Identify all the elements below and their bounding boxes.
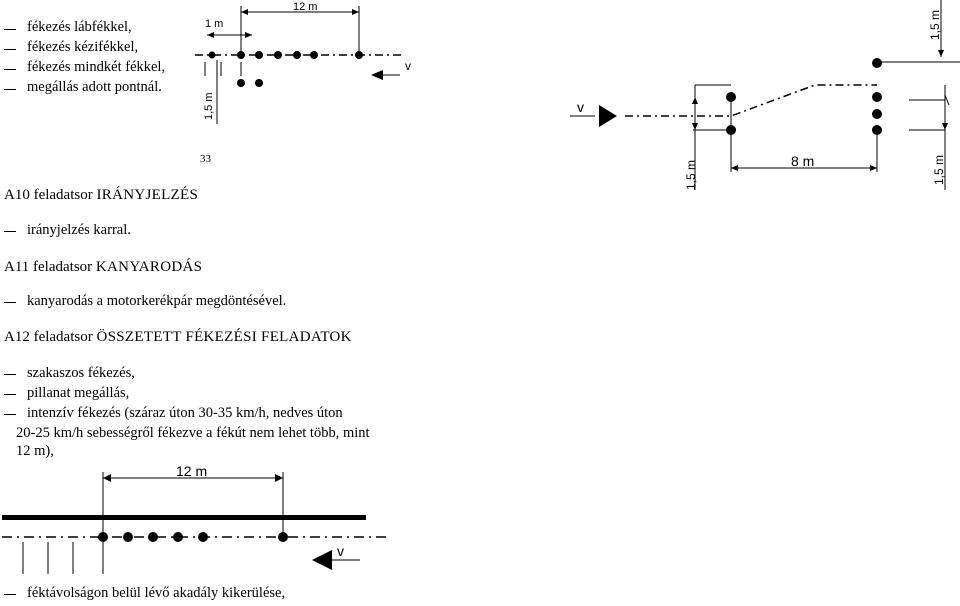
dim-15m-top-label: 1,5 m: [928, 9, 942, 40]
swerve-diagram: [565, 0, 960, 190]
dim-8m-label: 8 m: [791, 153, 815, 169]
v-label: v: [577, 99, 584, 115]
brake-diagram-large: [0, 462, 400, 582]
v-label: v: [405, 59, 411, 73]
dim-15m-label: 1,5 m: [203, 92, 215, 120]
dim-15m-right-label: 1,5 m: [932, 154, 946, 185]
dim-12m-label: 12 m: [176, 463, 208, 479]
list-item-continuation: 12 m),: [16, 443, 54, 459]
page-number: 33: [200, 153, 211, 165]
section-heading-a10: A10 feladatsor IRÁNYJELZÉS: [4, 187, 199, 203]
dim-12m-label: 12 m: [293, 1, 318, 13]
brake-diagram-small: [195, 0, 425, 128]
dim-1m-label: 1 m: [205, 18, 224, 30]
dim-15m-left-label: 1,5 m: [684, 159, 698, 190]
section-heading-a12: A12 feladatsor ÖSSZETETT FÉKEZÉSI FELADATOK: [4, 329, 352, 345]
section-heading-a11: A11 feladatsor KANYARODÁS: [4, 259, 203, 275]
list-item-continuation: 20-25 km/h sebességről fékezve a fékút nem lehet több, mint: [16, 425, 370, 441]
v-label: v: [337, 543, 344, 559]
